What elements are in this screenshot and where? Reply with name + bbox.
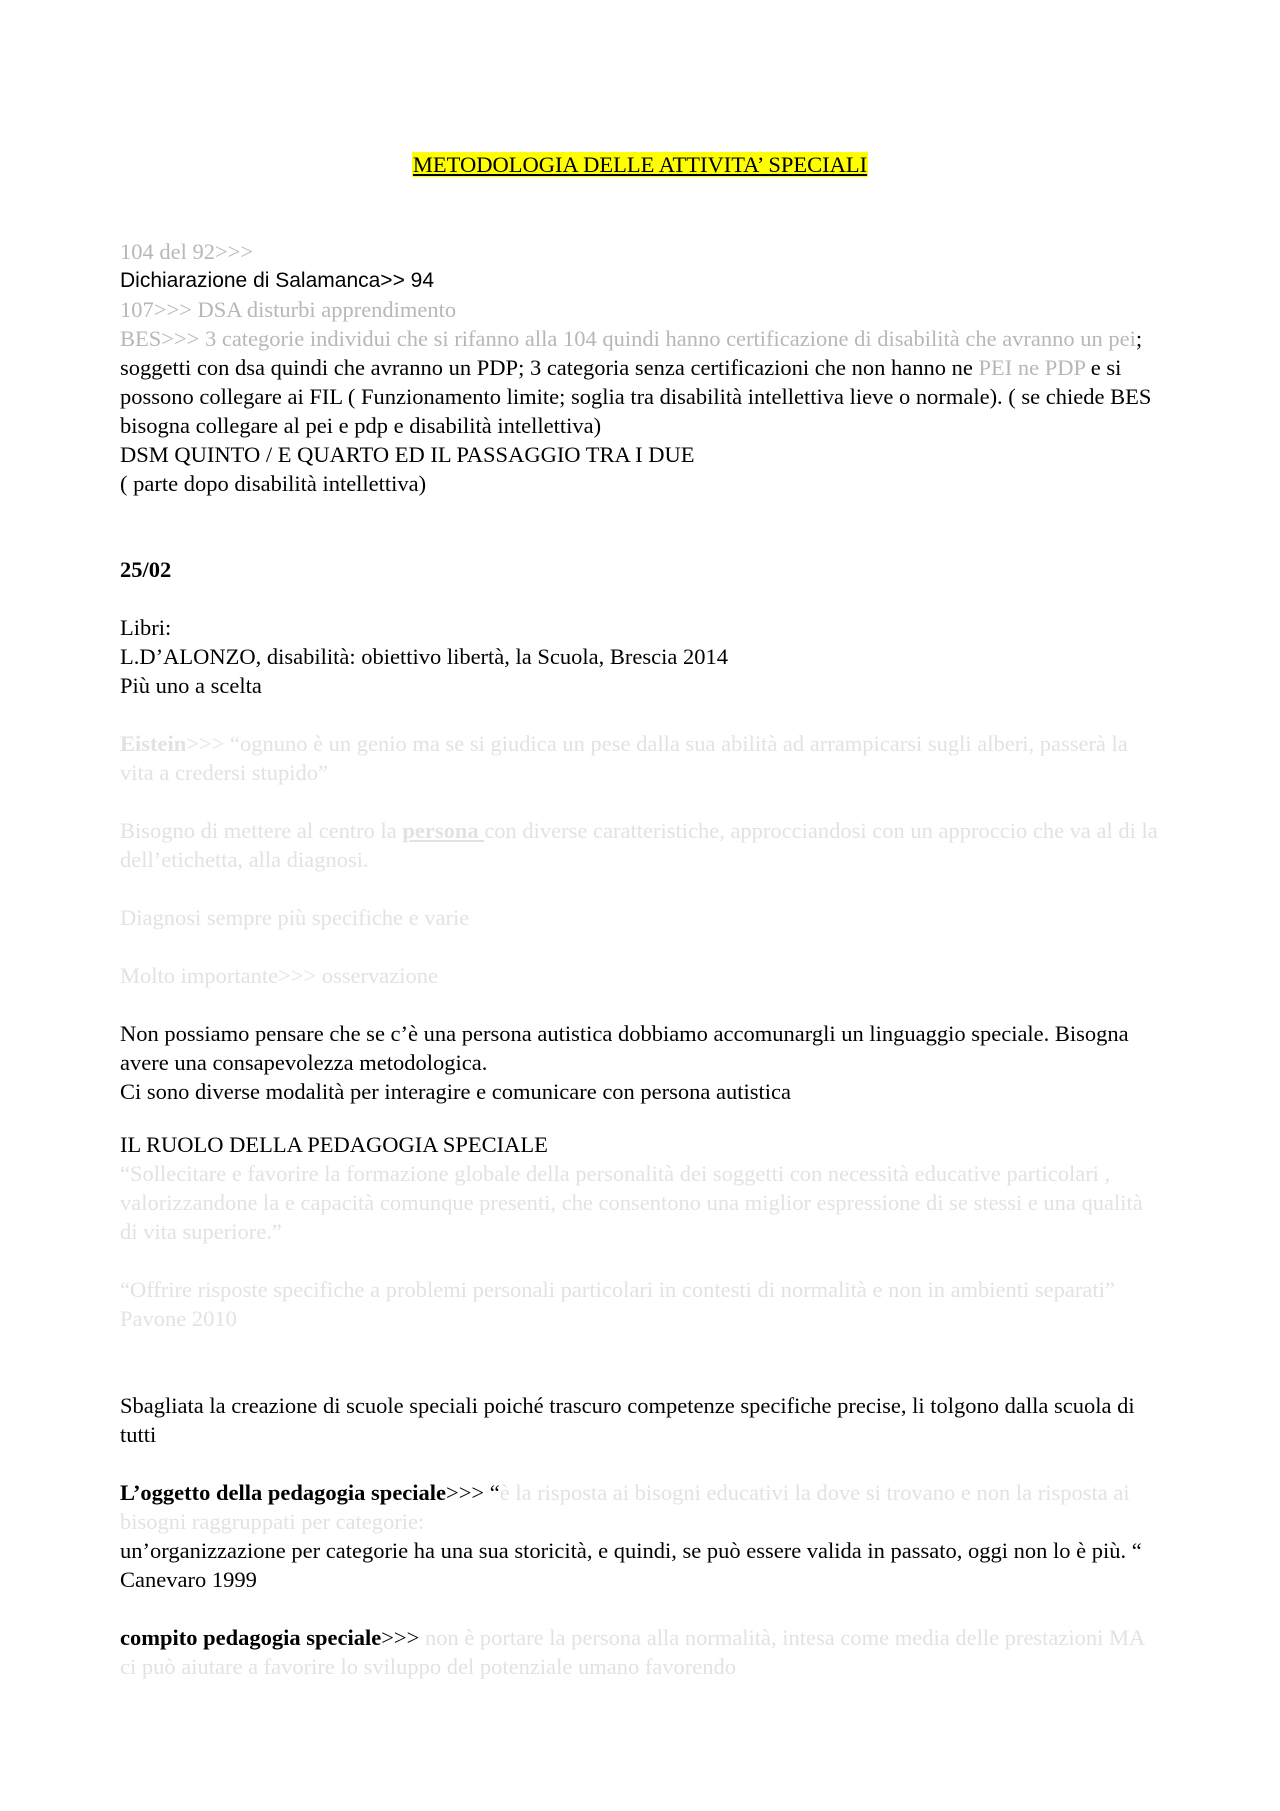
date-text: 25/02 (120, 557, 172, 582)
persona-text-a: Bisogno di mettere al centro la (120, 818, 403, 843)
books-section (120, 613, 1160, 700)
autismo-p1: Non possiamo pensare che se c’è una persona autistica dobbiamo accomunargli un linguaggio speciale. Bisogna avere una consapevolezza metodologica. (120, 1021, 1129, 1075)
einstein-text: >>> “ognuno è un genio ma se si giudica un pese dalla sua abilità ad arrampicarsi sugli alberi, passerà la vita a credersi stupido” (120, 731, 1128, 785)
diagnosi-text: Diagnosi sempre più specifiche e varie (120, 905, 470, 930)
ruolo-heading: IL RUOLO DELLA PEDAGOGIA SPECIALE (120, 1132, 548, 1157)
books-label: Libri: (120, 615, 172, 640)
intro-line-parte: ( parte dopo disabilità intellettiva) (120, 471, 427, 496)
bes-fil-text: e si possono collegare ai FIL ( Funzionamento limite; soglia tra disabilità intellettiva lieve o normale). ( se chiede BES bisogna collegare al pei e pdp e disabilità intellettiva) (120, 355, 1152, 438)
intro-line-dsm: DSM QUINTO / E QUARTO ED IL PASSAGGIO TRA I DUE (120, 442, 695, 467)
compito-faint-text: non è portare la persona alla normalità, intesa come media delle prestazioni MA ci può aiutare a favorire lo sviluppo del potenziale umano favorendo (120, 1625, 1145, 1679)
intro-line-104: 104 del 92>>> (120, 239, 254, 264)
oggetto-paragraph (120, 1478, 1160, 1594)
autismo-p2: Ci sono diverse modalità per interagire e comunicare con persona autistica (120, 1079, 792, 1104)
ruolo-quote-2: “Offrire risposte specifiche a problemi personali particolari in contesti di normalità e non in ambienti separati” Pavone 2010 (120, 1277, 1115, 1331)
books-extra: Più uno a scelta (120, 673, 262, 698)
oggetto-arrow: >>> “ (446, 1480, 500, 1505)
intro-line-107: 107>>> DSA disturbi apprendimento (120, 297, 457, 322)
osservazione-text: Molto importante>>> osservazione (120, 963, 438, 988)
sbagliata-paragraph (120, 1391, 1160, 1449)
persona-keyword: persona (402, 818, 485, 843)
compito-arrow: >>> (381, 1625, 425, 1650)
oggetto-faint-text: è la risposta ai bisogni educativi la dove si trovano e non la risposta ai bisogni raggruppati per categorie: (120, 1480, 1130, 1534)
persona-text-c: con diverse caratteristiche, approcciandosi con un approccio che va al di la dell’etichetta, alla diagnosi. (120, 818, 1158, 872)
oggetto-black-text: un’organizzazione per categorie ha una sua storicità, e quindi, se può essere valida in passato, oggi non lo è più. “ Canevaro 1999 (120, 1538, 1142, 1592)
compito-paragraph (120, 1623, 1160, 1681)
sbagliata-text: Sbagliata la creazione di scuole speciali poiché trascuro competenze specifiche precise, li tolgono dalla scuola di tutti (120, 1393, 1135, 1447)
osservazione-line (120, 961, 1160, 990)
compito-label: compito pedagogia speciale (120, 1625, 382, 1650)
ruolo-quote-1: “Sollecitare e favorire la formazione globale della personalità dei soggetti con necessità educative particolari , valorizzandone la e capacità comunque presenti, che consentono una miglior espressione di se stessi e una qualità di vita superiore.” (120, 1161, 1143, 1244)
ruolo-quote-2-block (120, 1275, 1160, 1333)
oggetto-label: L’oggetto della pedagogia speciale (120, 1480, 447, 1505)
page-title (0, 150, 1280, 179)
page-title-text: METODOLOGIA DELLE ATTIVITA’ SPECIALI (412, 152, 868, 177)
bes-grey-text: BES>>> 3 categorie individui che si rifanno alla 104 quindi hanno certificazione di disabilità che avranno un pei (120, 326, 1136, 351)
einstein-quote (120, 729, 1160, 787)
intro-section (120, 237, 1160, 498)
persona-paragraph (120, 816, 1160, 874)
books-item: L.D’ALONZO, disabilità: obiettivo libertà, la Scuola, Brescia 2014 (120, 644, 728, 669)
bes-pei-pdp: PEI ne PDP (978, 355, 1086, 380)
autismo-paragraph (120, 1019, 1160, 1106)
intro-bes-paragraph (120, 324, 1160, 440)
einstein-name: Eistein (120, 731, 187, 756)
date-heading (120, 555, 1160, 584)
diagnosi-line (120, 903, 1160, 932)
intro-line-salamanca: Dichiarazione di Salamanca>> 94 (120, 269, 435, 292)
ruolo-section (120, 1130, 1160, 1246)
bes-black-text: ; soggetti con dsa quindi che avranno un PDP; 3 categoria senza certificazioni che non hanno ne (120, 326, 1143, 380)
